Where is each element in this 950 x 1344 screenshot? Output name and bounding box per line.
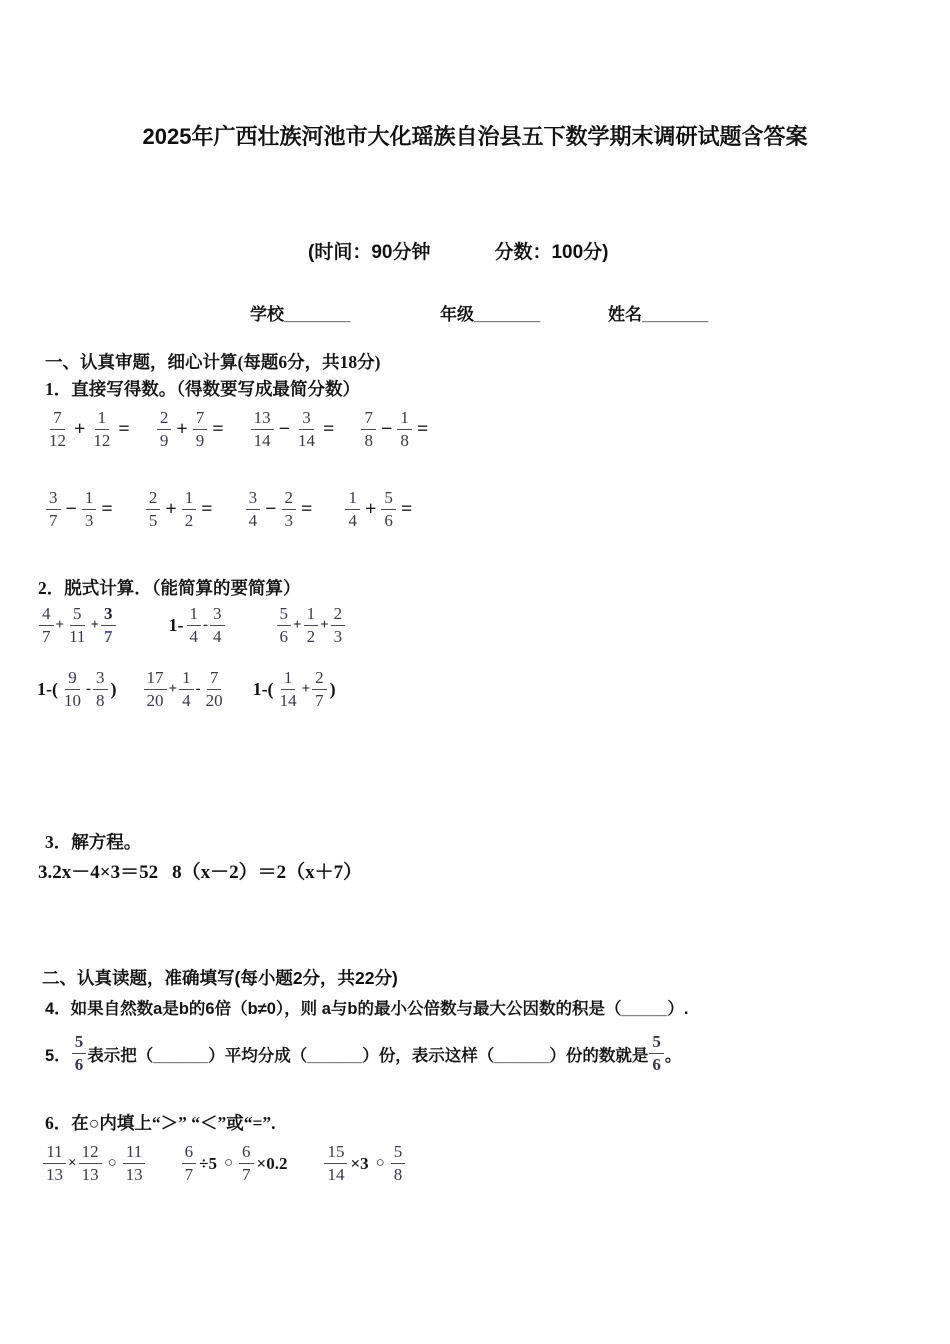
math-operator: × <box>68 1155 77 1171</box>
math-expression <box>45 408 134 451</box>
equation: 3.2x－4×3＝52 <box>38 862 159 883</box>
fraction: $\frac{7}{8}$ <box>361 408 376 451</box>
math-text: 。 <box>664 1046 682 1065</box>
time-limit-label: (时间：90分钟 <box>308 242 431 263</box>
math-operator: = <box>101 498 113 520</box>
fraction: $\frac{7}{12}$ <box>49 408 66 450</box>
math-operator: = <box>301 498 313 520</box>
math-text: 1-( <box>37 679 58 699</box>
math-operator: + <box>293 617 302 633</box>
fraction: $\frac{1}{3}$ <box>82 488 97 531</box>
q1-fraction-row-1 <box>45 408 432 451</box>
fraction: $\frac{12}{13}$ <box>79 1142 102 1185</box>
math-expression <box>35 668 119 711</box>
math-operator: - <box>203 617 208 633</box>
fraction: $\frac{1}{4}$ <box>345 488 360 531</box>
name-blank-field: 姓名_______ <box>608 305 709 324</box>
math-operator: + <box>74 418 86 440</box>
math-operator: ○ <box>107 1155 117 1171</box>
math-text: ) <box>110 679 117 699</box>
math-operator: + <box>168 681 178 697</box>
math-text: ×0.2 <box>256 1153 288 1173</box>
fraction: $\frac{5}{6}$ <box>72 1032 87 1075</box>
fraction: $\frac{7}{20}$ <box>205 668 223 710</box>
fraction: $\frac{1}{12}$ <box>93 408 111 450</box>
math-expression <box>145 488 217 531</box>
question2-label: 2．脱式计算．（能简算的要简算） <box>38 578 301 598</box>
fraction: $\frac{2}{5}$ <box>146 488 161 531</box>
fraction: $\frac{4}{7}$ <box>39 604 54 647</box>
math-expression <box>344 488 416 531</box>
math-operator: + <box>320 617 329 633</box>
math-text: 5． <box>45 1046 71 1065</box>
exam-meta-line <box>308 237 609 264</box>
math-operator: − <box>265 498 277 520</box>
math-operator: = <box>400 498 413 520</box>
section2-heading: 二、认真读题，准确填写(每小题2分，共22分) <box>42 968 398 988</box>
math-expression <box>167 604 226 647</box>
fraction: $\frac{3}{14}$ <box>298 408 316 450</box>
math-operator: + <box>364 498 377 520</box>
math-expression <box>360 408 432 451</box>
math-operator: - <box>195 681 201 697</box>
fraction: $\frac{1}{4}$ <box>187 604 202 647</box>
math-operator: = <box>201 498 213 520</box>
fraction: $\frac{6}{7}$ <box>182 1142 197 1185</box>
math-operator: + <box>301 681 311 697</box>
math-text: 1-( <box>252 679 274 699</box>
fraction: $\frac{1}{2}$ <box>182 488 197 531</box>
math-text: ÷5 <box>199 1153 217 1173</box>
fraction: $\frac{2}{7}$ <box>312 668 327 711</box>
fraction: $\frac{3}{8}$ <box>93 668 108 711</box>
math-operator: − <box>65 498 77 520</box>
fraction: $\frac{11}{13}$ <box>123 1142 146 1185</box>
question4-text: 4．如果自然数a是b的6倍（b≠0），则 a与b的最小公倍数与最大公因数的积是（_____）. <box>45 1000 689 1018</box>
math-expression <box>45 488 117 531</box>
math-operator: = <box>118 418 130 440</box>
q6-comparison-row <box>42 1142 406 1185</box>
section1-heading: 一、认真审题，细心计算(每题6分，共18分) <box>45 352 381 372</box>
fraction: $\frac{3}{7}$ <box>101 604 116 647</box>
math-expression <box>250 408 339 451</box>
fraction: $\frac{6}{7}$ <box>239 1142 254 1185</box>
fraction: $\frac{3}{4}$ <box>210 604 225 647</box>
student-info-line <box>0 300 950 326</box>
math-operator: - <box>86 681 91 697</box>
fraction: $\frac{13}{14}$ <box>251 408 274 451</box>
fraction: $\frac{3}{4}$ <box>246 488 261 531</box>
q2-expression-row-2 <box>35 668 338 711</box>
q3-equations-row <box>38 857 362 884</box>
question3-label: 3．解方程。 <box>45 832 142 852</box>
fraction: $\frac{2}{3}$ <box>282 488 297 531</box>
math-operator: = <box>323 418 335 440</box>
math-text: ) <box>329 679 336 699</box>
math-operator: − <box>278 418 291 440</box>
math-operator: = <box>416 418 429 440</box>
fraction: $\frac{1}{8}$ <box>397 408 412 451</box>
math-expression <box>38 604 117 647</box>
question5-line <box>45 1032 681 1075</box>
fraction: $\frac{5}{11}$ <box>69 604 86 646</box>
fraction: $\frac{17}{20}$ <box>144 668 167 711</box>
fraction: $\frac{11}{13}$ <box>43 1142 66 1185</box>
exam-title: 2025年广西壮族河池市大化瑶族自治县五下数学期末调研试题含答案 <box>142 123 808 149</box>
fraction: $\frac{2}{9}$ <box>157 408 172 451</box>
math-expression <box>45 1032 681 1075</box>
math-operator: ○ <box>223 1155 234 1171</box>
math-expression <box>251 668 338 711</box>
math-expression <box>42 1142 147 1185</box>
fraction: $\frac{1}{14}$ <box>279 668 297 710</box>
math-expression <box>323 1142 406 1185</box>
question1-label: 1．直接写得数。（得数要写成最简分数） <box>45 379 360 399</box>
fraction: $\frac{5}{6}$ <box>381 488 396 531</box>
fraction: $\frac{5}{8}$ <box>391 1142 406 1185</box>
math-operator: + <box>90 617 99 633</box>
math-operator: + <box>55 617 65 633</box>
math-text: ×3 <box>350 1153 369 1173</box>
math-operator: − <box>380 418 393 440</box>
total-score-label: 分数：100分) <box>494 242 609 263</box>
question6-label: 6．在○内填上“＞” “＜”或“=”. <box>45 1113 276 1133</box>
fraction: $\frac{15}{14}$ <box>324 1142 347 1185</box>
grade-blank-field: 年级_______ <box>440 305 541 324</box>
q2-expression-row-1 <box>38 604 346 647</box>
math-text: 表示把（______）平均分成（______）份，表示这样（______）份的数就是 <box>87 1046 649 1065</box>
math-expression <box>143 668 227 711</box>
fraction: $\frac{2}{3}$ <box>331 604 346 647</box>
fraction: $\frac{5}{6}$ <box>277 604 292 647</box>
school-blank-field: 学校_______ <box>250 305 351 324</box>
math-operator: + <box>165 498 177 520</box>
math-operator: ○ <box>375 1155 385 1171</box>
math-operator: = <box>212 418 224 440</box>
math-expression <box>156 408 228 451</box>
fraction: $\frac{1}{2}$ <box>304 604 319 647</box>
math-text: 1- <box>168 615 184 635</box>
q1-fraction-row-2 <box>45 488 416 531</box>
math-expression <box>181 1142 290 1185</box>
math-expression <box>276 604 347 647</box>
math-operator: + <box>176 418 188 440</box>
fraction: $\frac{9}{10}$ <box>64 668 81 710</box>
equation: 8（x－2）＝2（x＋7） <box>172 862 363 883</box>
fraction: $\frac{1}{4}$ <box>179 668 194 711</box>
math-expression <box>245 488 317 531</box>
fraction: $\frac{7}{9}$ <box>193 408 208 451</box>
fraction: $\frac{5}{6}$ <box>649 1032 664 1075</box>
fraction: $\frac{3}{7}$ <box>46 488 61 531</box>
